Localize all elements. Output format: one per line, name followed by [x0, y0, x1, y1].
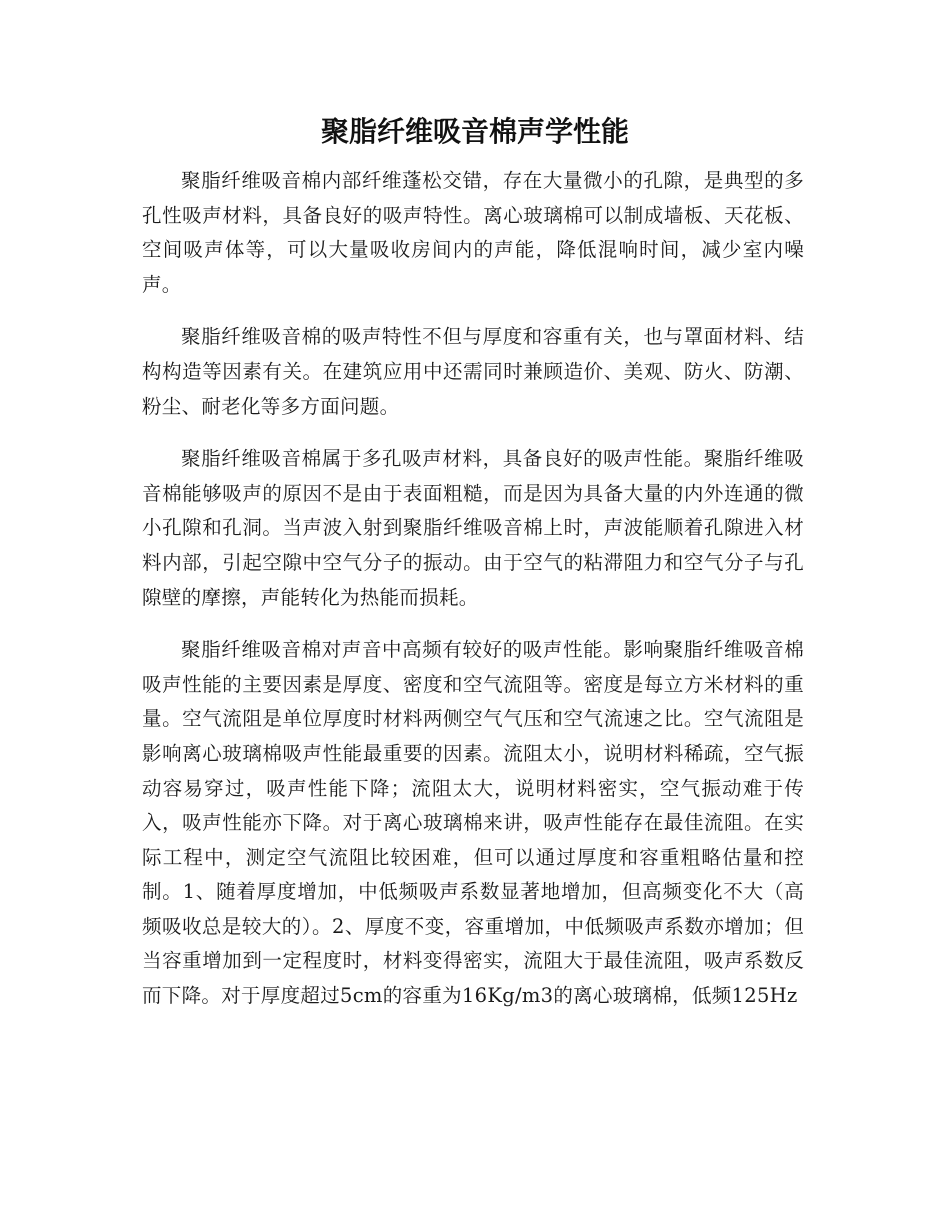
paragraph-4: 聚脂纤维吸音棉对声音中高频有较好的吸声性能。影响聚脂纤维吸音棉吸声性能的主要因素是厚度、密度和空气流阻等。密度是每立方米材料的重量。空气流阻是单位厚度时材料两侧空气气压和空气流速之比。空气流阻是影响离心玻璃棉吸声性能最重要的因素。流阻太小，说明材料稀疏，空气振动容易穿过，吸声性能下降；流阻太大，说明材料密实，空气振动难于传入，吸声性能亦下降。对于离心玻璃棉来讲，吸声性能存在最佳流阻。在实际工程中，测定空气流阻比较困难，但可以通过厚度和容重粗略估量和控制。1、随着厚度增加，中低频吸声系数显著地增加，但高频变化不大（高频吸收总是较大的）。2、厚度不变，容重增加，中低频吸声系数亦增加；但当容重增加到一定程度时，材料变得密实，流阻大于最佳流阻，吸声系数反而下降。对于厚度超过5cm的容重为16Kg/m3的离心玻璃棉，低频125Hz: [142, 638, 804, 1008]
document-title: 聚脂纤维吸音棉声学性能: [320, 115, 629, 148]
paragraph-2: 聚脂纤维吸音棉的吸声特性不但与厚度和容重有关，也与罩面材料、结构构造等因素有关。在建筑应用中还需同时兼顾造价、美观、防火、防潮、粉尘、耐老化等多方面问题。: [142, 325, 804, 418]
document-body: [142, 164, 804, 1032]
paragraph-3: 聚脂纤维吸音棉属于多孔吸声材料，具备良好的吸声性能。聚脂纤维吸音棉能够吸声的原因不是由于表面粗糙，而是因为具备大量的内外连通的微小孔隙和孔洞。当声波入射到聚脂纤维吸音棉上时，声波能顺着孔隙进入材料内部，引起空隙中空气分子的振动。由于空气的粘滞阻力和空气分子与孔隙壁的摩擦，声能转化为热能而损耗。: [142, 447, 804, 609]
paragraph-1: 聚脂纤维吸音棉内部纤维蓬松交错，存在大量微小的孔隙，是典型的多孔性吸声材料，具备良好的吸声特性。离心玻璃棉可以制成墙板、天花板、空间吸声体等，可以大量吸收房间内的声能，降低混响时间，减少室内噪声。: [142, 169, 804, 296]
